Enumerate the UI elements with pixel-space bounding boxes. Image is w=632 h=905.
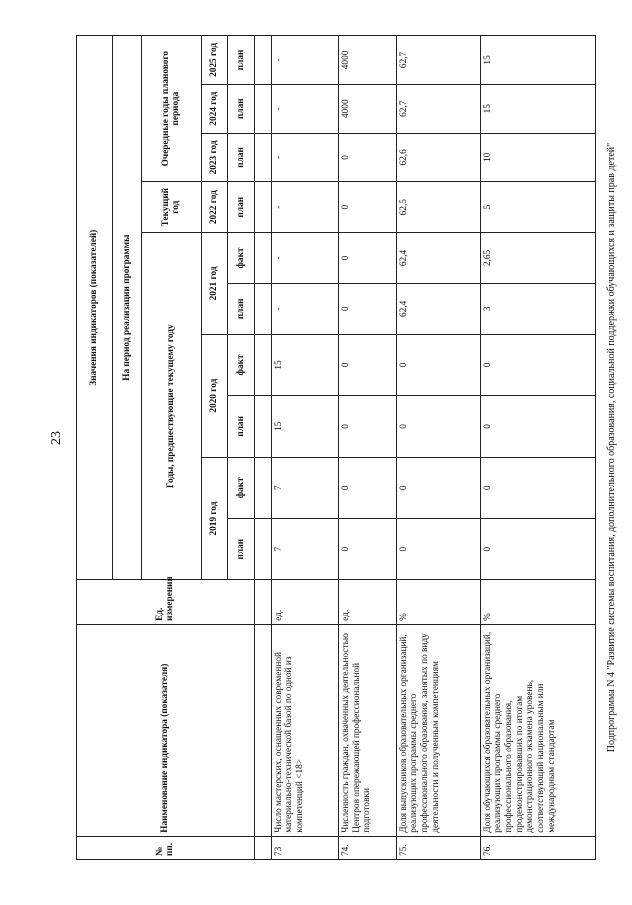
header-plan: план bbox=[228, 133, 254, 182]
row-num: 73 bbox=[271, 836, 338, 859]
cell-value: 0 bbox=[338, 519, 396, 580]
table-row bbox=[396, 36, 480, 860]
header-plan: план bbox=[228, 283, 254, 334]
cell-value: 0 bbox=[338, 334, 396, 395]
cell-value: 5 bbox=[480, 182, 595, 233]
cell-value: 0 bbox=[480, 396, 595, 457]
header-plan: план bbox=[228, 36, 254, 85]
header-unit: Ед. измерения bbox=[77, 580, 255, 624]
row-name: Численность граждан, охваченных деятельностью Центров опережающей профессиональной подготовки bbox=[338, 624, 396, 836]
rotated-table-area bbox=[76, 35, 632, 860]
cell-value: - bbox=[271, 84, 338, 133]
header-2021: 2021 год bbox=[201, 233, 227, 335]
table-row bbox=[338, 36, 396, 860]
cell-value: 7 bbox=[271, 457, 338, 518]
cell-value: 0 bbox=[338, 133, 396, 182]
cell-value: 0 bbox=[338, 283, 396, 334]
row-num: 74. bbox=[338, 836, 396, 859]
cell-value: 15 bbox=[480, 36, 595, 85]
row-unit: % bbox=[396, 580, 480, 624]
cell-value: 7 bbox=[271, 519, 338, 580]
header-values: Значения индикаторов (показателей) bbox=[77, 36, 113, 580]
cell-value: 4000 bbox=[338, 36, 396, 85]
cell-value: 0 bbox=[480, 519, 595, 580]
cell-value: 62,5 bbox=[396, 182, 480, 233]
cell-value: 10 bbox=[480, 133, 595, 182]
header-plan: план bbox=[228, 396, 254, 457]
header-2024: 2024 год bbox=[201, 84, 227, 133]
cell-value: 0 bbox=[480, 457, 595, 518]
cell-value: 0 bbox=[480, 334, 595, 395]
row-unit: ед. bbox=[271, 580, 338, 624]
subprogram-caption: Подпрограмма N 4 "Развитие системы воспитания, дополнительного образования, социальной поддержки обучающихся и защиты прав детей" bbox=[606, 142, 617, 753]
indicators-table bbox=[76, 35, 596, 860]
header-next-years: Очередные годы планового периода bbox=[141, 36, 201, 182]
cell-value: - bbox=[271, 182, 338, 233]
cell-value: 62,7 bbox=[396, 84, 480, 133]
header-fact: факт bbox=[228, 233, 254, 284]
header-2020: 2020 год bbox=[201, 334, 227, 457]
table-row bbox=[480, 36, 595, 860]
header-2022: 2022 год bbox=[201, 182, 227, 233]
header-current-year: Текущий год bbox=[141, 182, 201, 233]
cell-value: 4000 bbox=[338, 84, 396, 133]
header-fact: факт bbox=[228, 457, 254, 518]
cell-value: 62,6 bbox=[396, 133, 480, 182]
header-plan: план bbox=[228, 519, 254, 580]
cell-value: 0 bbox=[396, 396, 480, 457]
row-unit: % bbox=[480, 580, 595, 624]
cell-value: 0 bbox=[396, 334, 480, 395]
page-number: 23 bbox=[49, 431, 64, 445]
cell-value: 0 bbox=[338, 182, 396, 233]
cell-value: - bbox=[271, 36, 338, 85]
cell-value: 62,4 bbox=[396, 283, 480, 334]
row-name: Доля обучающихся образовательных организаций, реализующих программы среднего профессионального образования, продемонстрировавших по итогам демонстрационного экзамена уровень, соответствующий национальным или международным стандартам bbox=[480, 624, 595, 836]
header-prev-years: Годы, предшествующие текущему году bbox=[141, 233, 201, 580]
cell-value: 0 bbox=[338, 457, 396, 518]
row-num: 75. bbox=[396, 836, 480, 859]
header-name: Наименование индикатора (показателя) bbox=[77, 624, 255, 836]
header-fact: факт bbox=[228, 334, 254, 395]
cell-value: 3 bbox=[480, 283, 595, 334]
cell-value: 0 bbox=[396, 519, 480, 580]
cell-value: 2,65 bbox=[480, 233, 595, 284]
cell-value: - bbox=[271, 233, 338, 284]
cell-value: 0 bbox=[338, 233, 396, 284]
row-name: Число мастерских, оснащенных современной материально-технической базой по одной из компетенций <18> bbox=[271, 624, 338, 836]
cell-value: 15 bbox=[480, 84, 595, 133]
header-2019: 2019 год bbox=[201, 457, 227, 580]
cell-value: 0 bbox=[338, 396, 396, 457]
cell-value: 62,7 bbox=[396, 36, 480, 85]
cell-value: 62,4 bbox=[396, 233, 480, 284]
cell-value: - bbox=[271, 283, 338, 334]
header-num: № пп. bbox=[77, 836, 255, 859]
header-program-period: На период реализации программы bbox=[113, 36, 142, 580]
cell-value: 0 bbox=[396, 457, 480, 518]
header-2025: 2025 год bbox=[201, 36, 227, 85]
row-unit: ед. bbox=[338, 580, 396, 624]
header-plan: план bbox=[228, 182, 254, 233]
header-2023: 2023 год bbox=[201, 133, 227, 182]
table-row bbox=[271, 36, 338, 860]
header-plan: план bbox=[228, 84, 254, 133]
row-num: 76. bbox=[480, 836, 595, 859]
cell-value: 15 bbox=[271, 396, 338, 457]
cell-value: - bbox=[271, 133, 338, 182]
row-name: Доля выпускников образовательных организаций, реализующих программы среднего профессионального образования, занятых по виду деятельности и полученным компетенциям bbox=[396, 624, 480, 836]
cell-value: 15 bbox=[271, 334, 338, 395]
